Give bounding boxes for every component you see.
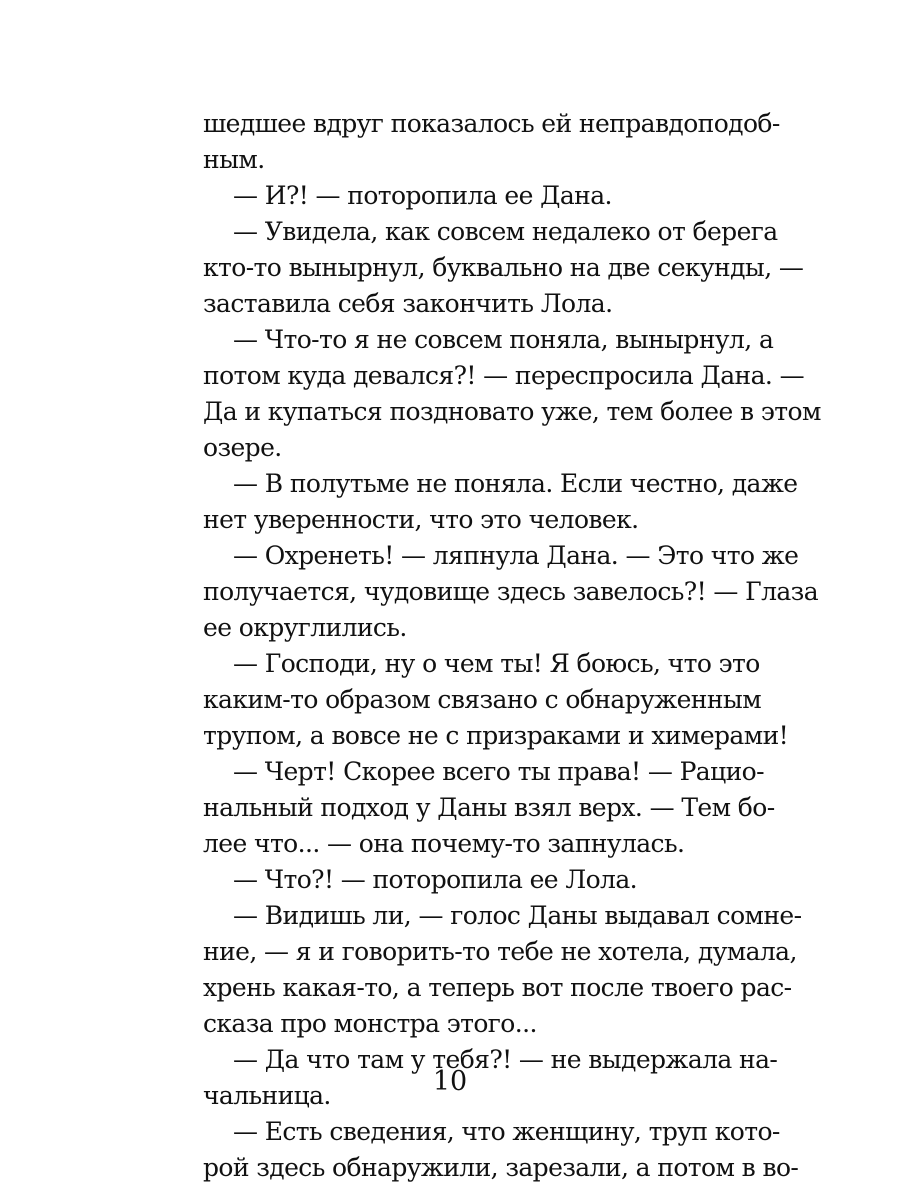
text-line: — Черт! Скорее всего ты права! — Рацио- bbox=[233, 757, 764, 786]
text-line: лее что... — она почему-то запнулась. bbox=[203, 829, 685, 858]
text-line: хрень какая-то, а теперь вот после твоего рас- bbox=[203, 973, 792, 1002]
text-line: ным. bbox=[203, 145, 265, 174]
text-line: — И?! — поторопила ее Дана. bbox=[233, 181, 612, 210]
text-line: Да и купаться поздновато уже, тем более в этом bbox=[203, 397, 821, 426]
text-line: сказа про монстра этого... bbox=[203, 1009, 537, 1038]
text-line: — Охренеть! — ляпнула Дана. — Это что же bbox=[233, 541, 799, 570]
text-line: — Есть сведения, что женщину, труп кото- bbox=[233, 1117, 780, 1146]
text-line: — Господи, ну о чем ты! Я боюсь, что это bbox=[233, 649, 760, 678]
text-line: трупом, а вовсе не с призраками и химерами! bbox=[203, 721, 789, 750]
body-text bbox=[203, 106, 821, 1186]
text-line: потом куда девался?! — переспросила Дана. — bbox=[203, 361, 804, 390]
text-line: — Да что там у тебя?! — не выдержала на- bbox=[233, 1045, 778, 1074]
text-line: рой здесь обнаружили, зарезали, а потом в во- bbox=[203, 1153, 799, 1182]
page-number: 10 bbox=[432, 1066, 468, 1097]
text-line: — Увидела, как совсем недалеко от берега bbox=[233, 217, 778, 246]
text-line: нальный подход у Даны взял верх. — Тем бо- bbox=[203, 793, 775, 822]
text-line: озере. bbox=[203, 433, 282, 462]
text-line: чальница. bbox=[203, 1081, 331, 1110]
text-line: нет уверенности, что это человек. bbox=[203, 505, 639, 534]
text-line: — Что?! — поторопила ее Лола. bbox=[233, 865, 637, 894]
text-line: — В полутьме не поняла. Если честно, даже bbox=[233, 469, 798, 498]
text-line: ее округлились. bbox=[203, 613, 407, 642]
text-line: шедшее вдруг показалось ей неправдоподоб- bbox=[203, 109, 780, 138]
text-line: ние, — я и говорить-то тебе не хотела, думала, bbox=[203, 937, 797, 966]
text-line: кто-то вынырнул, буквально на две секунды, — bbox=[203, 253, 804, 282]
text-line: заставила себя закончить Лола. bbox=[203, 289, 613, 318]
text-line: — Видишь ли, — голос Даны выдавал сомне- bbox=[233, 901, 802, 930]
text-line: — Что-то я не совсем поняла, вынырнул, а bbox=[233, 325, 774, 354]
text-line: каким-то образом связано с обнаруженным bbox=[203, 685, 762, 714]
text-line: получается, чудовище здесь завелось?! — Глаза bbox=[203, 577, 818, 606]
